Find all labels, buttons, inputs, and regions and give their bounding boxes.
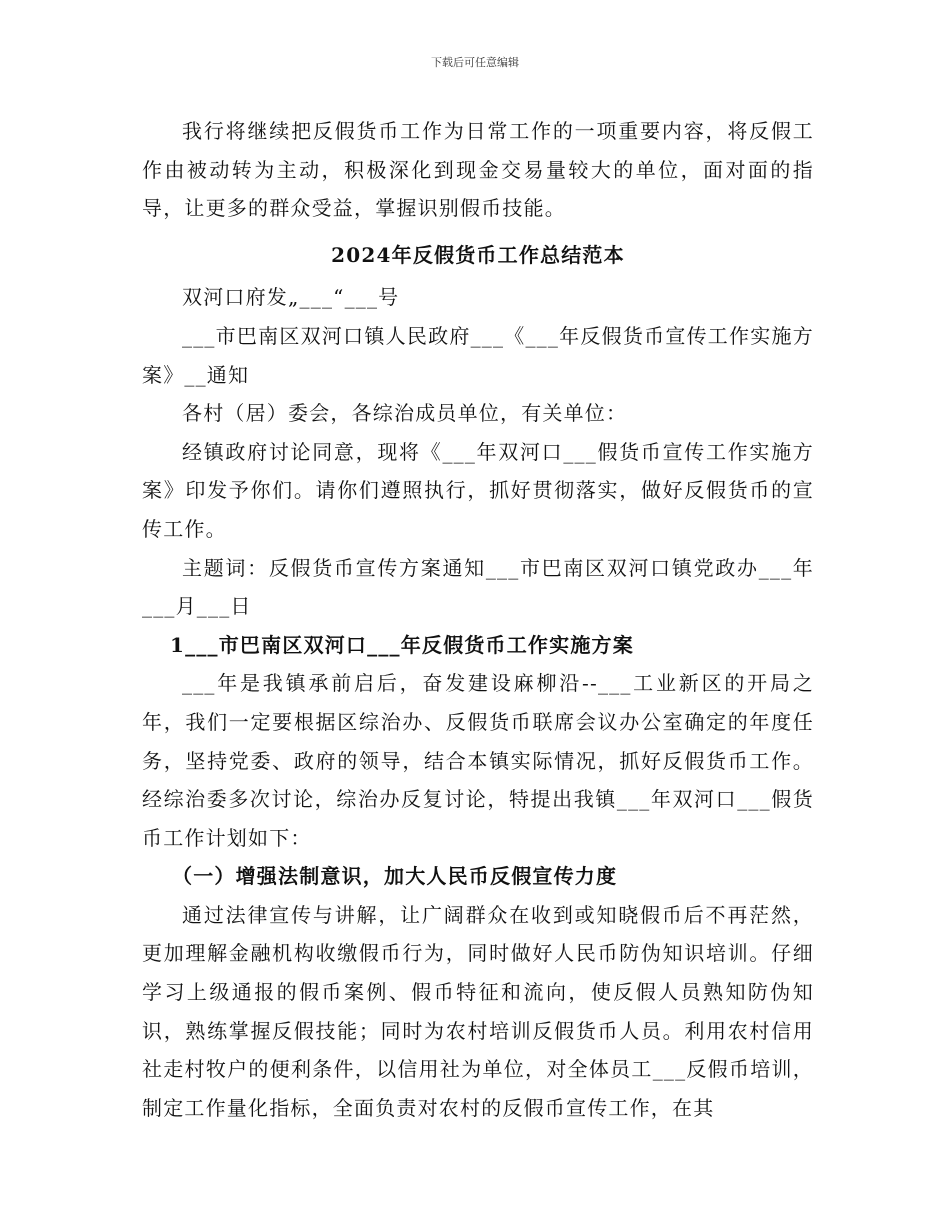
plan-paragraph: ___年是我镇承前启后，奋发建设麻柳沿--___工业新区的开局之年，我们一定要根据区综治办、反假货币联席会议办公室确定的年度任务，坚持党委、政府的领导，结合本镇实际情况，抓好反假货币工作。经综治委多次讨论，综治办反复讨论，特提出我镇___年双河口___假货币工作计划如下： [142,671,814,850]
section-1-paragraph: 通过法律宣传与讲解，让广阔群众在收到或知晓假币后不再茫然，更加理解金融机构收缴假币行为，同时做好人民币防伪知识培训。仔细学习上级通报的假币案例、假币特征和流向，使反假人员熟知防伪知识，熟练掌握反假技能；同时为农村培训反假货币人员。利用农村信用社走村牧户的便利条件，以信用社为单位，对全体员工___反假币培训，制定工作量化指标，全面负责对农村的反假币宣传工作，在其 [142,902,814,1120]
intro-paragraph: 我行将继续把反假货币工作为日常工作的一项重要内容，将反假工作由被动转为主动，积极深化到现金交易量较大的单位，面对面的指导，让更多的群众受益，掌握识别假币技能。 [142,119,814,221]
body-paragraph: 经镇政府讨论同意，现将《___年双河口___假货币宣传工作实施方案》印发予你们。请你们遵照执行，抓好贯彻落实，做好反假货币的宣传工作。 [142,439,814,541]
keywords-line: 主题词：反假货币宣传方案通知___市巴南区双河口镇党政办___年___月___日 [142,555,814,619]
document-title: 2024年反假货币工作总结范本 [331,242,625,267]
recipients-line: 各村（居）委会，各综治成员单位，有关单位： [182,401,628,426]
plan-heading: 1___市巴南区双河口___年反假货币工作实施方案 [170,632,634,657]
document-number: 双河口府发„___“___号 [182,285,400,310]
page-header: 下载后可任意编辑 [431,56,519,69]
document-body [142,112,814,1127]
section-1-heading: （一）增强法制意识，加大人民币反假宣传力度 [172,864,618,889]
notice-title: ___市巴南区双河口镇人民政府___《___年反假货币宣传工作实施方案》__通知 [142,323,814,387]
